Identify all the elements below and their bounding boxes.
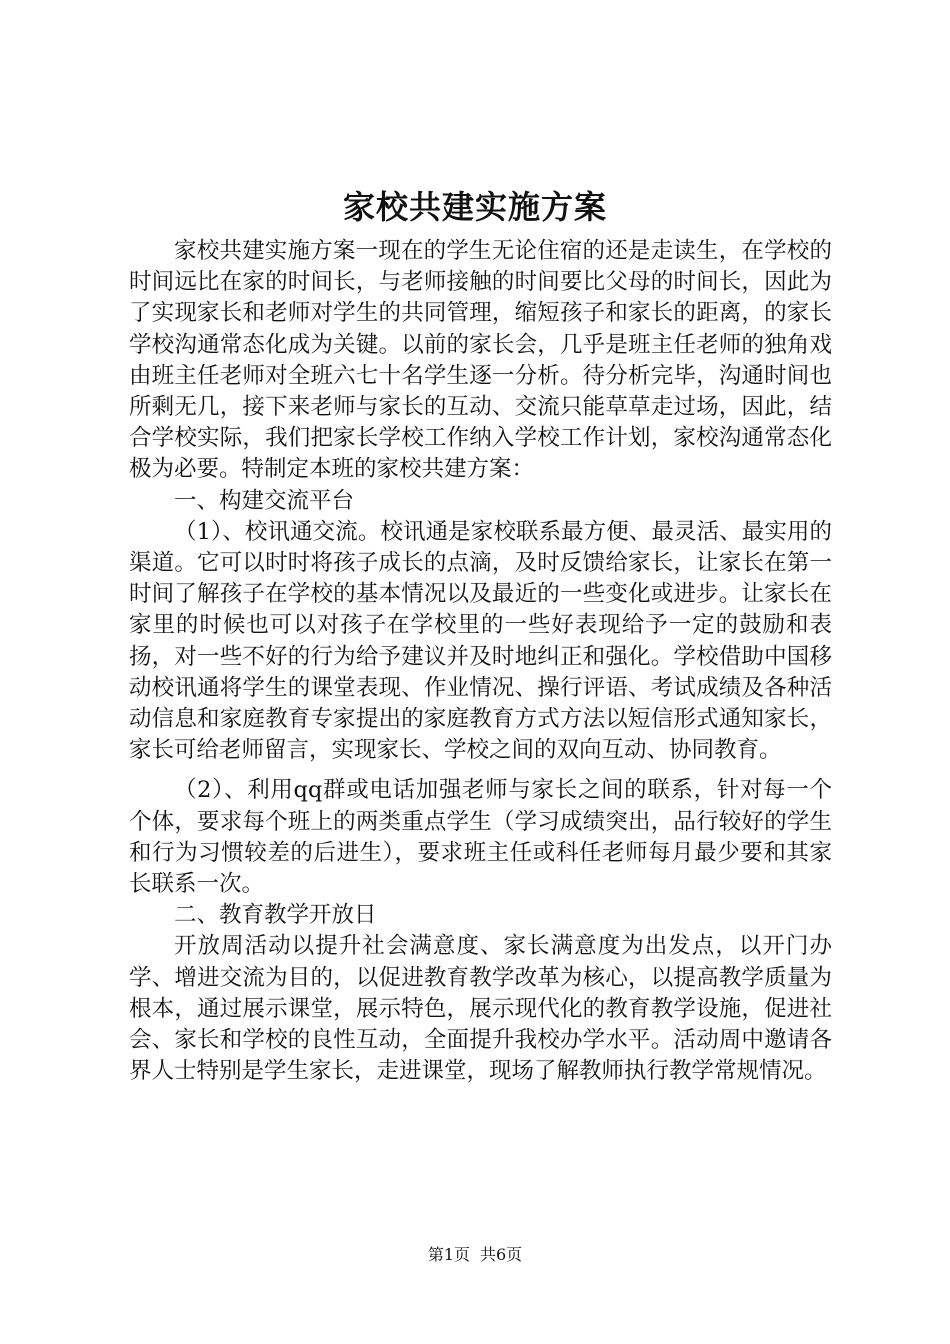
page-footer <box>0 1243 950 1267</box>
page-total: 共6页 <box>480 1245 523 1264</box>
document-body <box>129 236 832 1087</box>
open-week-paragraph: 开放周活动以提升社会满意度、家长满意度为出发点，以开门办学、增进交流为目的，以促进教育教学改革为核心，以提高教学质量为根本，通过展示课堂，展示特色，展示现代化的教育教学设施，促进社会、家长和学校的良性互动，全面提升我校办学水平。活动周中邀请各界人士特别是学生家长，走进课堂，现场了解教师执行教学常规情况。 <box>129 933 832 1085</box>
qq-group-paragraph: （2）、利用qq群或电话加强老师与家长之间的联系，针对每一个个体，要求每个班上的两类重点学生（学习成绩突出，品行较好的学生和行为习惯较差的后进生），要求班主任或科任老师每月最少要和其家长联系一次。 <box>129 777 832 898</box>
document-title: 家校共建实施方案 <box>342 188 607 226</box>
intro-paragraph: 家校共建实施方案一现在的学生无论住宿的还是走读生，在学校的时间远比在家的时间长，与老师接触的时间要比父母的时间长，因此为了实现家长和老师对学生的共同管理，缩短孩子和家长的距离，的家长学校沟通常态化成为关键。以前的家长会，几乎是班主任老师的独角戏由班主任老师对全班六七十名学生逐一分析。待分析完毕，沟通时间也所剩无几，接下来老师与家长的互动、交流只能草草走过场，因此，结合学校实际，我们把家长学校工作纳入学校工作计划，家校沟通常态化极为必要。特制定本班的家校共建方案： <box>129 238 832 483</box>
page-number: 第1页 <box>427 1245 470 1264</box>
section-heading-1: 一、构建交流平台 <box>174 487 355 514</box>
xiaoxuntong-paragraph: （1）、校讯通交流。校讯通是家校联系最方便、最灵活、最实用的渠道。它可以时时将孩子成长的点滴，及时反馈给家长，让家长在第一时间了解孩子在学校的基本情况以及最近的一些变化或进步。让家长在家里的时候也可以对孩子在学校里的一些好表现给予一定的鼓励和表扬，对一些不好的行为给予建议并及时地纠正和强化。学校借助中国移动校讯通将学生的课堂表现、作业情况、操行评语、考试成绩及各种活动信息和家庭教育专家提出的家庭教育方式方法以短信形式通知家长，家长可给老师留言，实现家长、学校之间的双向互动、协同教育。 <box>129 518 832 764</box>
section-heading-2: 二、教育教学开放日 <box>174 902 377 929</box>
